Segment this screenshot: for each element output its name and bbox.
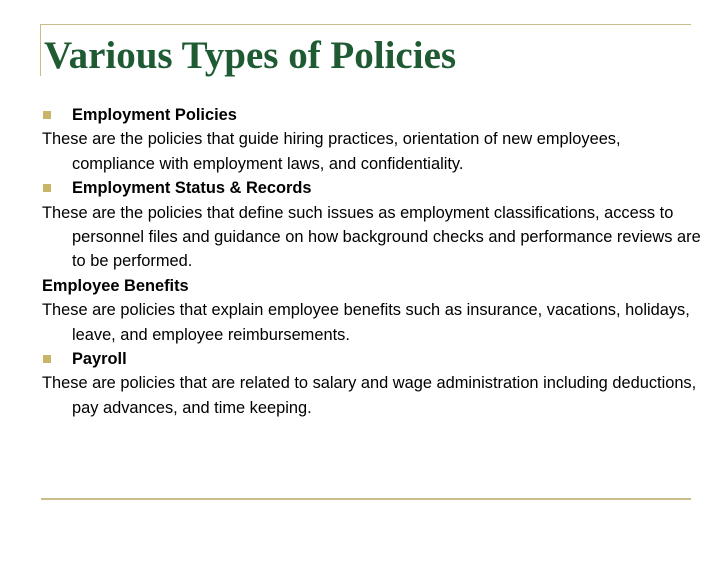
policy-heading-text: Payroll [72,350,127,369]
square-bullet-icon [43,111,51,119]
policy-list [42,103,702,420]
policy-heading [42,347,702,371]
square-bullet-icon [43,184,51,192]
policy-heading [42,176,702,200]
top-rule [41,24,691,25]
slide-title: Various Types of Policies [44,34,457,77]
policy-heading-text: Employment Status & Records [72,179,312,198]
left-rule [40,24,41,76]
policy-heading [42,103,702,127]
policy-description: These are policies that explain employee benefits such as insurance, vacations, holidays, leave, and employee reimbursements. [42,301,690,344]
square-bullet-icon [43,355,51,363]
policy-description: These are the policies that define such issues as employment classifications, access to personnel files and guidance on how background checks and performance reviews are to be performed. [42,203,701,271]
policy-description: These are the policies that guide hiring practices, orientation of new employees, compliance with employment laws, and confidentiality. [42,130,621,173]
policy-heading-text: Employee Benefits [42,276,189,295]
policy-heading [42,274,702,298]
policy-heading-text: Employment Policies [72,106,237,124]
policy-description: These are policies that are related to salary and wage administration including deductions, pay advances, and time keeping. [42,374,697,417]
bottom-rule [41,498,691,500]
